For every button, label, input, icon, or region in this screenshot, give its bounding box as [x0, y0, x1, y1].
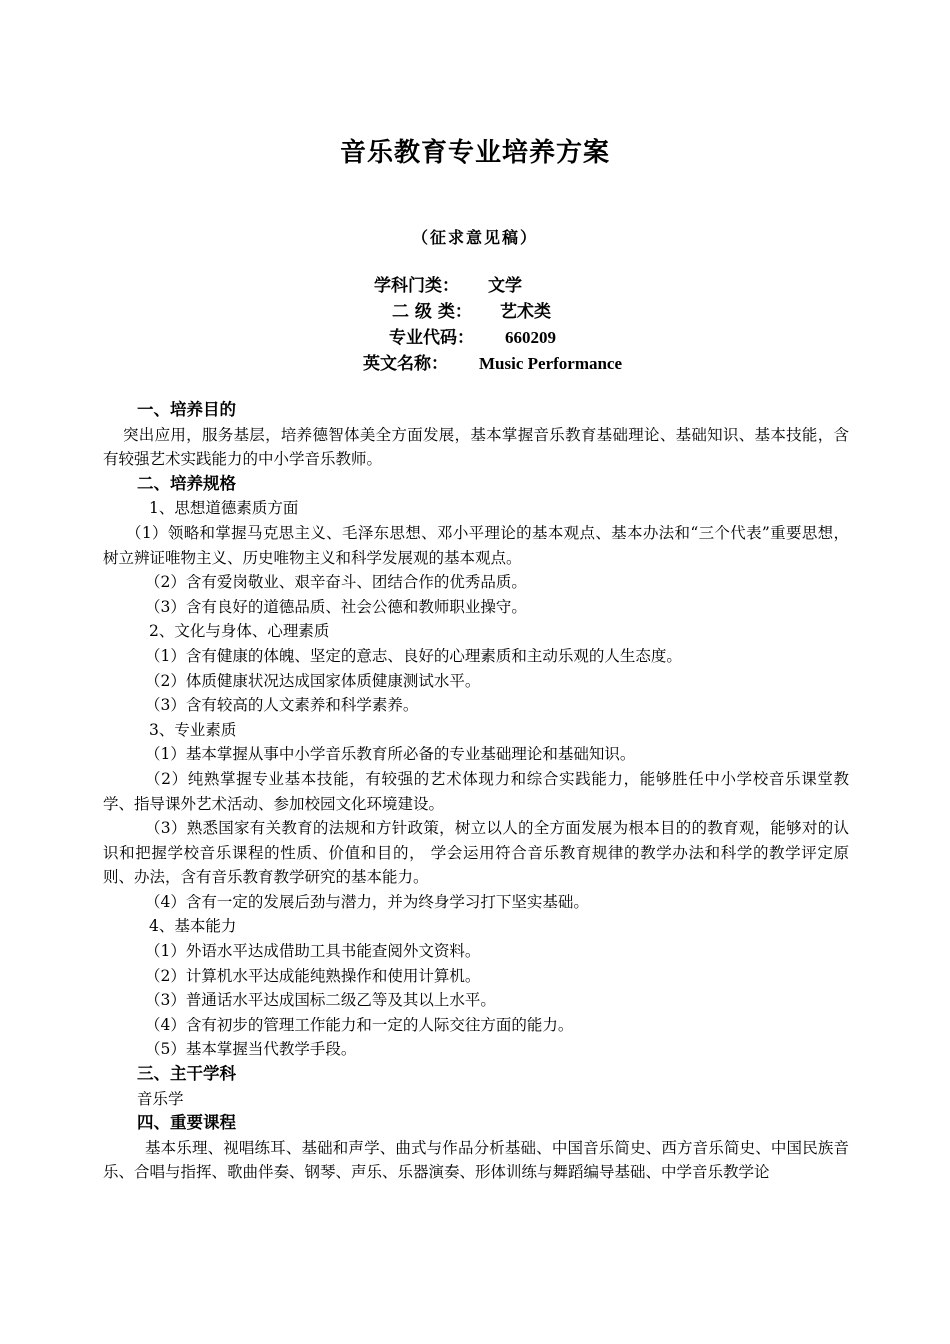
secondary-row — [0, 299, 950, 325]
abilities-item-1: （1）外语水平达成借助工具书能查阅外文资料。 — [145, 942, 481, 961]
moral-item-1: （1）领略和掌握马克思主义、毛泽东思想、邓小平理论的基本观点、基本办法和“三个代表”重要思想，树立辨证唯物主义、历史唯物主义和科学发展观的基本观点。 — [103, 523, 849, 567]
abilities-item-3: （3）普通话水平达成国标二级乙等及其以上水平。 — [145, 991, 496, 1010]
english-name-label: 英文名称： — [363, 354, 448, 374]
culture-item-3: （3）含有较高的人文素养和科学素养。 — [145, 696, 419, 715]
subsection-heading-culture: 2、文化与身体、心理素质 — [149, 622, 330, 641]
section-heading-courses: 四、重要课程 — [137, 1113, 236, 1133]
main-discipline-text: 音乐学 — [137, 1089, 184, 1108]
document-subtitle: （征求意见稿） — [411, 228, 538, 247]
professional-item-4: （4）含有一定的发展后劲与潜力，并为终身学习打下坚实基础。 — [145, 892, 589, 911]
discipline-row — [0, 273, 950, 299]
discipline-value: 文学 — [488, 276, 522, 296]
abilities-item-4: （4）含有初步的管理工作能力和一定的人际交往方面的能力。 — [145, 1015, 574, 1034]
subsection-heading-abilities: 4、基本能力 — [149, 917, 237, 936]
code-row — [0, 325, 950, 351]
program-info — [0, 273, 950, 377]
culture-item-2: （2）体质健康状况达成国家体质健康测试水平。 — [145, 671, 481, 690]
abilities-item-5: （5）基本掌握当代教学手段。 — [145, 1040, 357, 1059]
english-name-value: Music Performance — [479, 354, 623, 373]
secondary-value: 艺术类 — [500, 302, 551, 322]
professional-item-1: （1）基本掌握从事中小学音乐教育所必备的专业基础理论和基础知识。 — [145, 745, 636, 764]
discipline-label: 学科门类： — [374, 276, 459, 296]
code-label: 专业代码： — [389, 328, 474, 348]
professional-item-3: （3）熟悉国家有关教育的法规和方针政策，树立以人的全方面发展为根本目的的教育观，能够对的认识和把握学校音乐课程的性质、价值和目的， 学会运用符合音乐教育规律的教学办法和科学的教学评定原则、办法，含有音乐教育教学研究的基本能力。 — [103, 819, 849, 887]
abilities-item-2: （2）计算机水平达成能纯熟操作和使用计算机。 — [145, 966, 481, 985]
section-heading-objectives: 一、培养目的 — [137, 400, 236, 419]
section-heading-main-discipline: 三、主干学科 — [137, 1064, 236, 1084]
courses-text: 基本乐理、视唱练耳、基础和声学、曲式与作品分析基础、中国音乐简史、西方音乐简史、中国民族音乐、合唱与指挥、歌曲伴奏、钢琴、声乐、乐器演奏、形体训练与舞蹈编导基础、中学音乐教学论 — [103, 1138, 849, 1182]
moral-item-2: （2）含有爱岗敬业、艰辛奋斗、团结合作的优秀品质。 — [145, 573, 527, 592]
english-name-row — [0, 351, 950, 377]
objectives-text: 突出应用，服务基层，培养德智体美全方面发展，基本掌握音乐教育基础理论、基础知识、基本技能，含有较强艺术实践能力的中小学音乐教师。 — [103, 425, 849, 469]
subsection-heading-moral: 1、思想道德素质方面 — [149, 499, 299, 518]
secondary-label: 二 级 类： — [392, 302, 472, 322]
document-body — [103, 398, 849, 1185]
code-value: 660209 — [505, 328, 556, 347]
moral-item-3: （3）含有良好的道德品质、社会公德和教师职业操守。 — [145, 597, 527, 616]
section-heading-specifications: 二、培养规格 — [137, 473, 236, 493]
professional-item-2: （2）纯熟掌握专业基本技能，有较强的艺术体现力和综合实践能力，能够胜任中小学校音乐课堂教学、指导课外艺术活动、参加校园文化环境建设。 — [103, 769, 849, 813]
document-title: 音乐教育专业培养方案 — [339, 138, 610, 168]
subsection-heading-professional: 3、专业素质 — [149, 720, 237, 739]
culture-item-1: （1）含有健康的体魄、坚定的意志、良好的心理素质和主动乐观的人生态度。 — [145, 646, 682, 665]
